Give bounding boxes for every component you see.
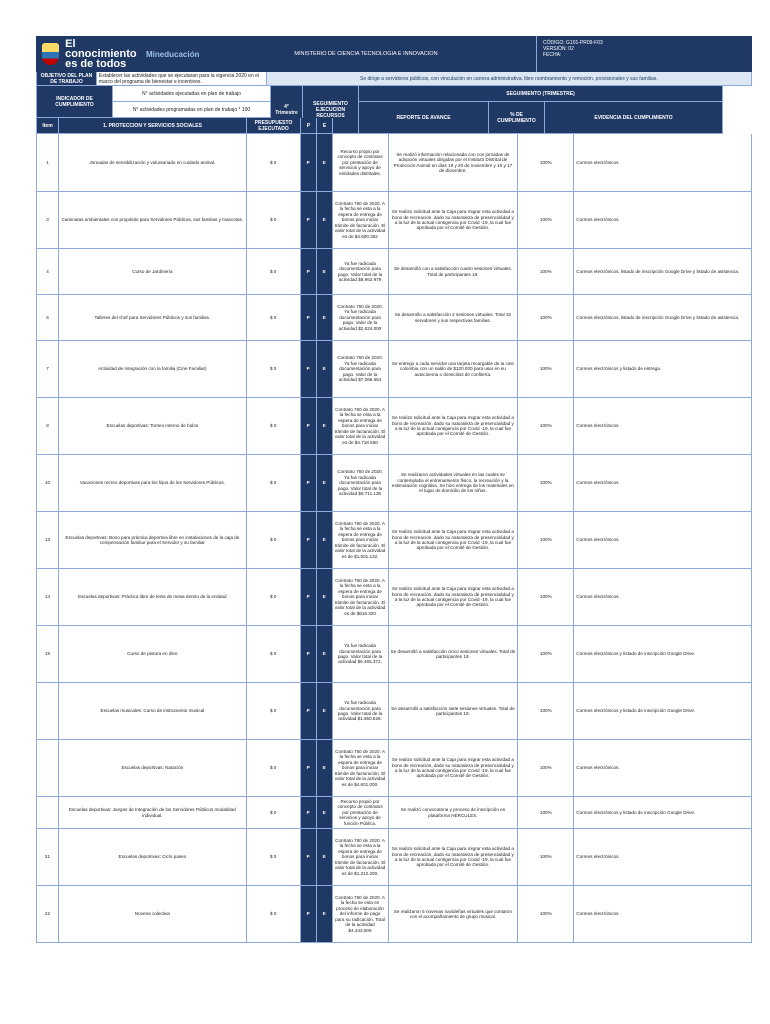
progress-report: Se realizaron actividades virtuales en las cuales se contemplaba el entrenamiento físico, la recreación y la estimulación cognitiva. Se hizo entrega de los materiales en el lugar de domicilio de los niños.: [389, 455, 519, 512]
resources-note: Contrato 760 de 2020. A la fecha se esta a la espera de entrega de bonos para iniciar trámite de facturación. El valor total de la actividad es de $1.501.132.: [333, 512, 389, 569]
tracking-sheet: [36, 36, 752, 943]
item-header: Item: [37, 118, 59, 134]
section-header: 1. PROTECCION Y SERVICIOS SOCIALES: [59, 118, 247, 134]
executed-mark: E: [317, 797, 333, 829]
evidence-text: Correos electrónicos, listado de inscripción Google Drive y listado de asistencia.: [574, 249, 752, 295]
table-row: [36, 341, 752, 398]
compliance-pct: 100%: [518, 512, 574, 569]
item-number: [37, 797, 59, 829]
executed-mark: E: [317, 192, 333, 249]
objective-row: [36, 72, 752, 86]
planned-mark: P: [301, 341, 317, 398]
item-number: 1: [37, 134, 59, 192]
document-version: VERSIÓN: 02: [543, 46, 574, 52]
progress-report: Se realizo solicitud ante la Caja para migrar esta actividad a bono de recreación, dado su naturaleza de presencialidad y a la luz de la actual contigencia por Covid -19, la cual fue aprobada por el Comité de Gestión.: [389, 829, 519, 886]
item-number: 6: [37, 295, 59, 341]
compliance-pct: 100%: [518, 683, 574, 740]
table-row: [36, 626, 752, 683]
evidence-text: Correos electrónicos.: [574, 886, 752, 943]
compliance-pct: 100%: [518, 569, 574, 626]
resources-note: Contrato 760 de 2020. Ya fue radicada documentación para pago. Valor total de la actividad $6.711.136: [333, 455, 389, 512]
table-row: [36, 797, 752, 829]
budget-value: $ 0: [247, 192, 301, 249]
item-number: 15: [37, 626, 59, 683]
progress-report: Se realizó información relacionada con con jornadas de adopción virtuales dirigidas por el Instituto Distrital de Protección Animal en días 19 y 20 de noviembre y 16 y 17 de diciembre.: [389, 134, 519, 192]
resources-note: Contrato 760 de 2020. A la fecha se esta en proceso de elaboración del informe de pago para su radicación. Total de la actividad $4.343.509: [333, 886, 389, 943]
executed-mark: E: [317, 455, 333, 512]
activity-name: Escuelas deportivas: Natación: [59, 740, 247, 797]
activity-name: Escuelas musicales: Curso de instrumento musical: [59, 683, 247, 740]
item-number: 3: [37, 192, 59, 249]
item-number: 21: [37, 829, 59, 886]
table-row: [36, 512, 752, 569]
table-row: [36, 192, 752, 249]
compliance-pct: 100%: [518, 829, 574, 886]
indicator-denominator: N° actividades programadas en plan de trabajo * 100: [113, 102, 271, 118]
activity-name: Escuelas deportivas: Juegos de Integración de los Servidores Públicos modalidad individual.: [59, 797, 247, 829]
document-code: CÓDIGO: G101-PR09-F03: [543, 40, 603, 46]
executed-mark: E: [317, 569, 333, 626]
resources-note: Contrato 760 de 2020. Ya fue radicada documentación para pago. Valor de la actividad $7.066.664: [333, 341, 389, 398]
evidence-text: Correos electrónicos, listado de inscripción Google Drive y listado de asistencia.: [574, 295, 752, 341]
resources-note: Ya fue radicada documentación para pago. Valor total de la actividad $6.962.979: [333, 249, 389, 295]
evidence-text: Correos electrónicos.: [574, 829, 752, 886]
table-row: [36, 829, 752, 886]
activity-name: Talleres del chef para Servidores Públicos y sus familias.: [59, 295, 247, 341]
activity-name: Escuelas deportivas: Ciclo paseo: [59, 829, 247, 886]
activity-name: Caminatas ambientales con propósito para Servidores Públicos, sus familias y mascotas.: [59, 192, 247, 249]
planned-mark: P: [301, 512, 317, 569]
brand-line-2: es de todos: [65, 58, 127, 70]
brand-line-1: El conocimiento: [65, 38, 137, 60]
progress-report: Se realizo solicitud ante la Caja para migrar esta actividad a bono de recreación, dado su naturaleza de presencialidad y a la luz de la actual contigencia por Covid -19, la cual fue aprobada por el Comité de Gestión.: [389, 569, 519, 626]
evidence-text: Correos electrónicos y listado de inscripción Google Drive.: [574, 626, 752, 683]
table-row: [36, 249, 752, 295]
activity-name: Jornadas de sensibilización y voluntariado en cuidado animal.: [59, 134, 247, 192]
resources-note: Recurso propio por concepto de contratos por prestación de servicios y apoyo de entidades distritales.: [333, 134, 389, 192]
budget-value: $ 0: [247, 683, 301, 740]
executed-mark: E: [317, 398, 333, 455]
planned-mark: P: [301, 192, 317, 249]
quarter-header: 4° Trimestre: [271, 86, 303, 134]
table-row: [36, 569, 752, 626]
budget-value: $ 0: [247, 569, 301, 626]
compliance-pct: 100%: [518, 740, 574, 797]
evidence-text: Correos electrónicos.: [574, 455, 752, 512]
budget-value: $ 0: [247, 626, 301, 683]
executed-mark: E: [317, 134, 333, 192]
budget-value: $ 0: [247, 829, 301, 886]
progress-report: Se realizo solicitud ante la Caja para migrar esta actividad a bono de recreación, dado su naturaleza de presencialidad y a la luz de la actual contigencia por Covid -19, la cual fue aprobada por el Comité de Gestión.: [389, 398, 519, 455]
budget-value: $ 0: [247, 341, 301, 398]
tracking-header: SEGUIMIENTO (TRIMESTRE): [359, 86, 723, 102]
executed-mark: E: [317, 886, 333, 943]
activity-name: Escuelas deportivas: Torneo interno de bolos: [59, 398, 247, 455]
progress-report: Se realizo solicitud ante la Caja para migrar esta actividad a bono de recreación, dado su naturaleza de presencialidad y a la luz de la actual contigencia por Covid -19, la cual fue aprobada por el Comité de Gestión.: [389, 192, 519, 249]
budget-value: $ 0: [247, 249, 301, 295]
resources-note: Ya fue radicada documentación para pago. Valor total de la actividad $1.650.526.: [333, 683, 389, 740]
item-number: 8: [37, 398, 59, 455]
resources-note: Contrato 760 de 2020. A la fecha se esta a la espera de entrega de bonos para iniciar trámite de facturación. El valor total de la actividad es de $1.312.200.: [333, 829, 389, 886]
budget-value: $ 0: [247, 455, 301, 512]
planned-mark: P: [301, 249, 317, 295]
evidence-text: Correos electrónicos y listado de inscripción Google Drive.: [574, 797, 752, 829]
item-number: 4: [37, 249, 59, 295]
budget-value: $ 0: [247, 797, 301, 829]
item-number: [37, 740, 59, 797]
planned-mark: P: [301, 569, 317, 626]
resources-note: Contrato 760 de 2020. A la fecha se esta a la espera de entrega de bonos para iniciar trámite de facturación. El valor total de la actividad es de $4.600.352: [333, 192, 389, 249]
compliance-pct: 100%: [518, 134, 574, 192]
progress-report: Se desarrolló con a satisfacción cuatro sesiones virtuales. Total de participantes 18.: [389, 249, 519, 295]
institution-name: MINISTERIO DE CIENCIA TECNOLOGIA E INNOVACION: [294, 51, 438, 57]
planned-mark: P: [301, 295, 317, 341]
activity-name: Escuelas deportivas: Práctica libre de tenis de mesa dentro de la entidad: [59, 569, 247, 626]
planned-mark: P: [301, 683, 317, 740]
compliance-pct: 100%: [518, 797, 574, 829]
resources-note: Ya fue radicada documentación para pago. Valor total de la actividad $6.465.372.: [333, 626, 389, 683]
progress-report: Se entrego a cada servidor una tarjeta recargable de la cine colombia con un saldo de $120.000 para usar en su autocinema o domicilios de confitería.: [389, 341, 519, 398]
item-number: 14: [37, 569, 59, 626]
activity-name: Curso de Jardinería: [59, 249, 247, 295]
compliance-pct: 100%: [518, 886, 574, 943]
pct-header: % DE CUMPLIMIENTO: [489, 102, 545, 134]
planned-mark: P: [301, 740, 317, 797]
compliance-pct: 100%: [518, 192, 574, 249]
item-number: 10: [37, 455, 59, 512]
executed-mark: E: [317, 683, 333, 740]
objective-text: Establecer las actividades que se ejecutaran para la vigencia 2020 en el marco del programa de bienestar e incentivos.: [97, 72, 267, 86]
executed-mark: E: [317, 295, 333, 341]
document-date: FECHA:: [543, 52, 562, 58]
progress-report: Se desarrolló a satisfacción cinco sesiones virtuales. Total de participantes 19.: [389, 626, 519, 683]
resources-note: Contrato 760 de 2020. A la fecha se esta a la espera de entrega de bonos para iniciar trámite de facturación. El valor total de la actividad es de $4.601.000.: [333, 740, 389, 797]
table-row: [36, 455, 752, 512]
executed-mark: E: [317, 512, 333, 569]
budget-value: $ 0: [247, 740, 301, 797]
budget-value: $ 0: [247, 134, 301, 192]
planned-mark: P: [301, 134, 317, 192]
compliance-pct: 100%: [518, 455, 574, 512]
progress-report: Se realizaron 5 novenas navideñas virtuales que contaron con el acompañamiento de grupo musical.: [389, 886, 519, 943]
executed-mark: E: [317, 829, 333, 886]
executed-mark: E: [317, 341, 333, 398]
evidence-text: Correos electrónicos.: [574, 512, 752, 569]
resources-header: SEGUIMIENTO EJECUCION RECURSOS: [303, 86, 359, 134]
progress-report: Se realizo solicitud ante la Caja para migrar esta actividad a bono de recreación, dado su naturaleza de presencialidad y a la luz de la actual contigencia por Covid -19, la cual fue aprobada por el Comité de Gestión.: [389, 512, 519, 569]
objective-label: OBJETIVO DEL PLAN DE TRABAJO: [37, 72, 97, 86]
planned-mark: P: [301, 829, 317, 886]
p-header: P: [301, 118, 317, 134]
evidence-text: Correos electrónicos.: [574, 134, 752, 192]
planned-mark: P: [301, 398, 317, 455]
table-row: [36, 134, 752, 192]
resources-note: Contrato 760 de 2020. A la fecha se esta a la espera de entrega de bonos para iniciar trámite de facturación. El valor total de la actividad es de $619.320: [333, 569, 389, 626]
table-row: [36, 683, 752, 740]
indicator-row-2: [36, 102, 752, 124]
evidence-text: Correos electrónicos.: [574, 569, 752, 626]
progress-report: Se desarrolló a satisfacción siete sesiones virtuales. Total de participantes 19.: [389, 683, 519, 740]
executed-mark: E: [317, 740, 333, 797]
compliance-pct: 100%: [518, 295, 574, 341]
activity-name: Vacaciones recreo deportivas para los hijos de los Servidores Públicos.: [59, 455, 247, 512]
objective-audience: Se dirige a servidores públicos, con vinculación en carrera administrativa, libre nombramiento y remoción, provisionales y sus familias.: [267, 72, 752, 86]
budget-value: $ 0: [247, 295, 301, 341]
item-number: 22: [37, 886, 59, 943]
compliance-pct: 100%: [518, 626, 574, 683]
compliance-pct: 100%: [518, 341, 574, 398]
resources-note: Contrato 760 de 2020. Ya fue radicada documentación para pago. Valor de la actividad $2.624.000: [333, 295, 389, 341]
item-number: 13: [37, 512, 59, 569]
ministry-logo: Mineducación: [146, 49, 200, 59]
evidence-header: EVIDENCIA DEL CUMPLIMIENTO: [545, 102, 723, 134]
evidence-text: Correos electrónicos y listado de entrega.: [574, 341, 752, 398]
table-row: [36, 740, 752, 797]
executed-mark: E: [317, 249, 333, 295]
planned-mark: P: [301, 886, 317, 943]
activity-name: Curso de pintura en óleo: [59, 626, 247, 683]
evidence-text: Correos electrónicos.: [574, 740, 752, 797]
table-row: [36, 886, 752, 943]
document-codes: [536, 36, 752, 72]
evidence-text: Correos electrónicos.: [574, 192, 752, 249]
planned-mark: P: [301, 626, 317, 683]
item-number: 7: [37, 341, 59, 398]
activity-name: Novena colectiva: [59, 886, 247, 943]
brand-logo: [36, 36, 146, 72]
budget-value: $ 0: [247, 398, 301, 455]
progress-report: Se realizo solicitud ante la Caja para migrar esta actividad a bono de recreación, dado su naturaleza de presencialidad y a la luz de la actual contigencia por Covid -19, la cual fue aprobada por el Comité de Gestión.: [389, 740, 519, 797]
resources-note: Recurso propio por concepto de contratos por prestación de servicios y apoyo de función Pública.: [333, 797, 389, 829]
progress-report: Se realizó convocatoria y proceso de inscripción en plataforma HÉRCULES.: [389, 797, 519, 829]
document-header: [36, 36, 752, 72]
budget-value: $ 0: [247, 886, 301, 943]
coat-of-arms-icon: [42, 43, 59, 65]
resources-note: Contrato 760 de 2020. A la fecha se esta a la espera de entrega de bonos para iniciar trámite de facturación. El valor total de la actividad es de $4.718.560: [333, 398, 389, 455]
item-number: [37, 683, 59, 740]
evidence-text: Correos electrónicos y listado de inscripción Google Drive.: [574, 683, 752, 740]
activity-name: Escuelas deportivas: Bono para práctica deportiva libre en instalaciones de la caja de compensación familiar para el Servidor y su familiar: [59, 512, 247, 569]
e-header: E: [317, 118, 333, 134]
planned-mark: P: [301, 455, 317, 512]
evidence-text: Correos electrónicos.: [574, 398, 752, 455]
indicator-numerator: N° actividades ejecutadas en plan de trabajo: [113, 86, 271, 102]
compliance-pct: 100%: [518, 249, 574, 295]
planned-mark: P: [301, 797, 317, 829]
budget-value: $ 0: [247, 512, 301, 569]
compliance-pct: 100%: [518, 398, 574, 455]
table-row: [36, 398, 752, 455]
report-header: REPORTE DE AVANCE: [359, 102, 489, 134]
progress-report: Se desarrollo a satisfacción 2 sesiones virtuales. Total 32 servidores y sus respectivas familias.: [389, 295, 519, 341]
table-row: [36, 295, 752, 341]
activity-name: Actividad de Integración con la familia (Cine Familiar): [59, 341, 247, 398]
executed-mark: E: [317, 626, 333, 683]
indicator-label: INDICADOR DE CUMPLIMIENTO: [37, 86, 113, 118]
activity-table: [36, 134, 752, 943]
budget-header: PRESUPUESTO EJECUTADO: [247, 118, 301, 134]
